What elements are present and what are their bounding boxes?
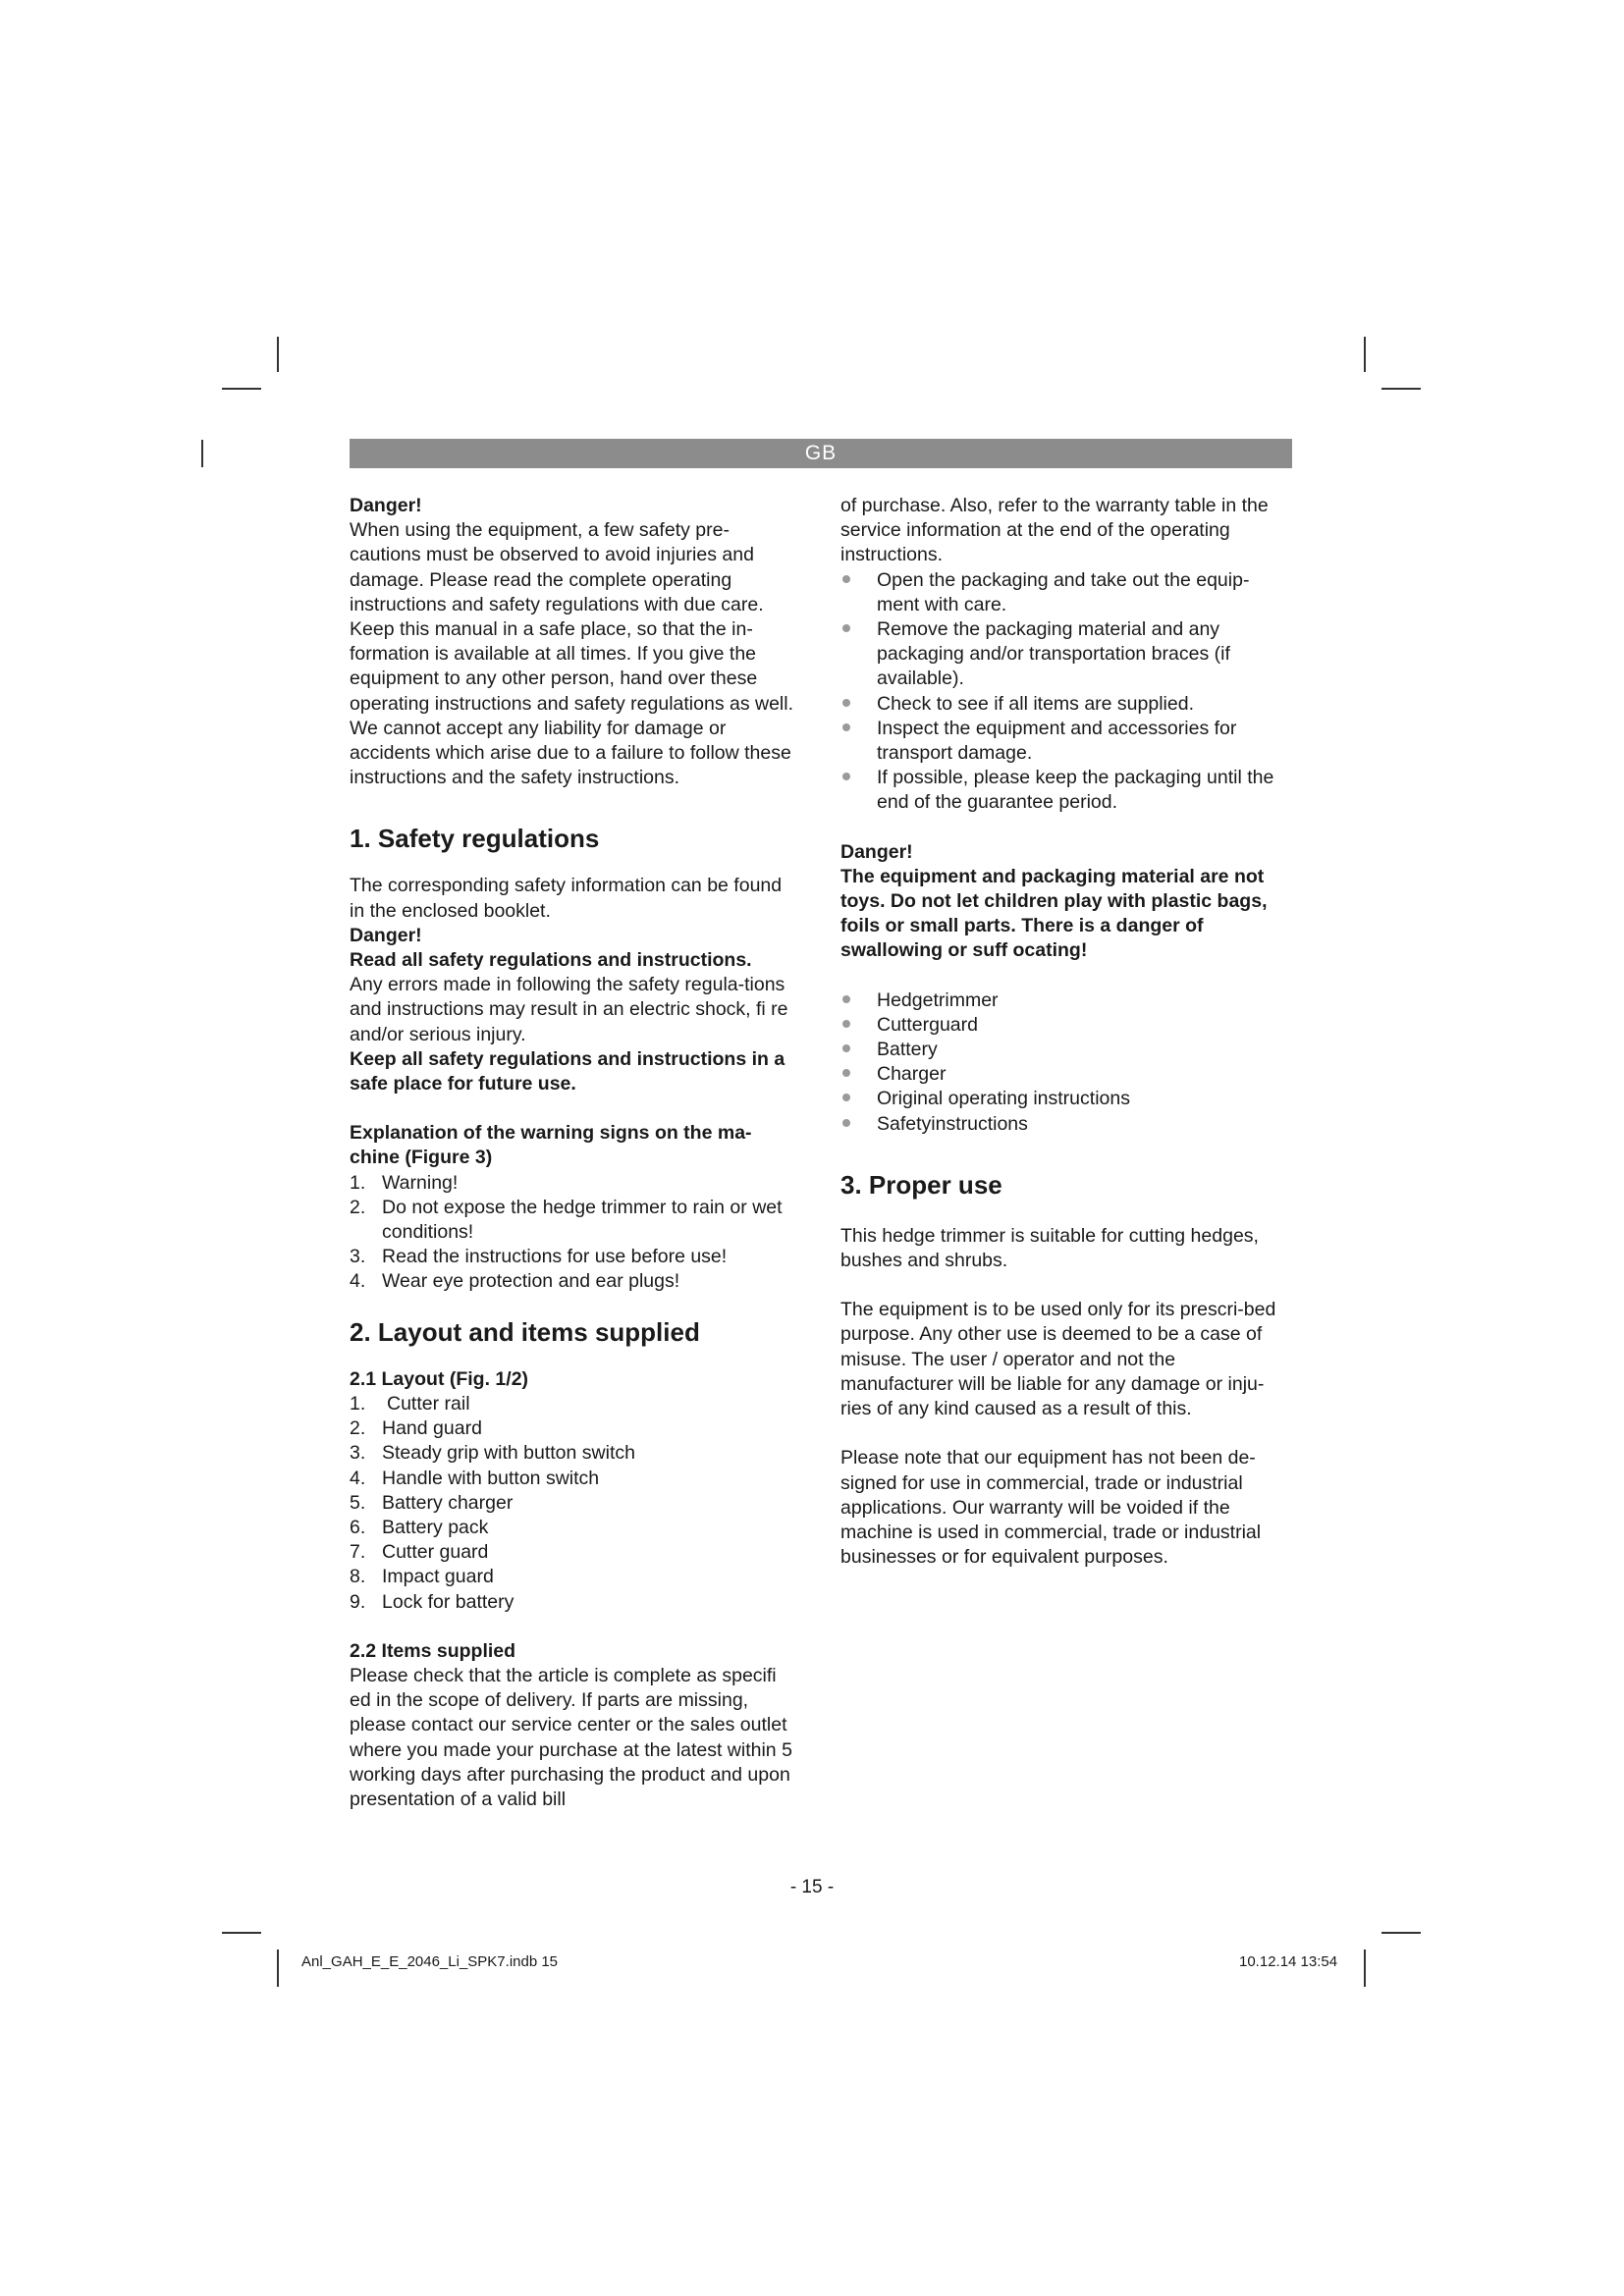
list-item: Cutterguard	[840, 1013, 1287, 1038]
list-item: 4. Handle with button switch	[350, 1467, 600, 1489]
left-column	[350, 494, 796, 1812]
section-2-2-title: 2.2 Items supplied	[350, 1639, 516, 1662]
list-item: Hedgetrimmer	[840, 988, 1287, 1013]
list-item: Original operating instructions	[840, 1087, 1287, 1111]
section-1-text-2: Any errors made in following the safety regula-tions and instructions may result in an electric shock, fi re and/or serious injury.	[350, 974, 788, 1045]
footer-file-name: Anl_GAH_E_E_2046_Li_SPK7.indb 15	[301, 1953, 559, 1970]
section-1-danger: Danger!	[350, 924, 422, 946]
section-1-bold-1: Read all safety regulations and instructions.	[350, 949, 752, 972]
list-item: Check to see if all items are supplied.	[840, 692, 1287, 717]
crop-mark	[201, 440, 203, 467]
list-item: 1. Warning!	[350, 1171, 459, 1194]
section-3-paragraph-3: Please note that our equipment has not been de-signed for use in commercial, trade or industrial applications. Our warranty will be voided if the machine is used in commercial, trade or industrial businesses or for equivalent purposes.	[840, 1447, 1262, 1569]
section-3-title: 3. Proper use	[840, 1169, 1002, 1200]
crop-mark	[1364, 337, 1366, 372]
list-item: Charger	[840, 1062, 1287, 1087]
crop-mark	[1381, 388, 1421, 390]
section-3-paragraph-2: The equipment is to be used only for its prescri-bed purpose. Any other use is deemed to be a case of misuse. The user / operator and not the manufacturer will be liable for any damage or inju-ries of any kind caused as a result of this.	[840, 1299, 1276, 1420]
list-item: If possible, please keep the packaging until the end of the guarantee period.	[840, 766, 1287, 815]
section-2-2-text: Please check that the article is complete as specifi ed in the scope of delivery. If parts are missing, please contact our service center or the sales outlet where you made your purchase at the latest within 5 working days after purchasing the product and upon presentation of a valid bill	[350, 1664, 792, 1810]
warning-signs-heading: Explanation of the warning signs on the ma-chine (Figure 3)	[350, 1122, 752, 1169]
packaging-danger-heading: Danger!	[840, 840, 913, 863]
crop-mark	[222, 388, 261, 390]
list-item: 1. Cutter rail	[350, 1392, 470, 1415]
list-item: 2. Hand guard	[350, 1417, 482, 1440]
list-item: 2. Do not expose the hedge trimmer to rain or wet conditions!	[350, 1196, 783, 1244]
list-item: 6. Battery pack	[350, 1516, 489, 1538]
intro-danger-heading: Danger!	[350, 495, 422, 516]
section-2-1-title: 2.1 Layout (Fig. 1/2)	[350, 1367, 529, 1390]
right-column	[840, 494, 1287, 1570]
list-item: Inspect the equipment and accessories for transport damage.	[840, 717, 1287, 766]
crop-mark	[222, 1932, 261, 1934]
list-item: Battery	[840, 1038, 1287, 1062]
crop-mark	[277, 337, 279, 372]
intro-paragraph: When using the equipment, a few safety pre-cautions must be observed to avoid injuries and damage. Please read the complete operating instructions and safety regulations with due care. Keep this manual in a safe place, so that the in-formation is available at all times. If you give the equipment to any other person, hand over these operating instructions and safety regulations as well. We cannot accept any liability for damage or accidents which arise due to a failure to follow these instructions and the safety instructions.	[350, 519, 794, 789]
unpacking-steps-list	[840, 568, 1287, 816]
list-item: 3. Read the instructions for use before use!	[350, 1246, 728, 1268]
list-item: 5. Battery charger	[350, 1491, 514, 1514]
crop-mark	[1364, 1949, 1366, 1987]
crop-mark	[277, 1949, 279, 1987]
list-item: 9. Lock for battery	[350, 1590, 514, 1613]
section-3-paragraph-1: This hedge trimmer is suitable for cutting hedges, bushes and shrubs.	[840, 1224, 1259, 1272]
list-item: 8. Impact guard	[350, 1566, 494, 1588]
list-item: Open the packaging and take out the equip-ment with care.	[840, 568, 1287, 617]
list-item: Safetyinstructions	[840, 1112, 1287, 1137]
list-item: Remove the packaging material and any packaging and/or transportation braces (if available).	[840, 617, 1287, 692]
layout-list	[350, 1392, 796, 1615]
section-1-bold-2: Keep all safety regulations and instructions in a safe place for future use.	[350, 1047, 785, 1095]
section-1-text: The corresponding safety information can be found in the enclosed booklet.	[350, 875, 783, 922]
crop-mark	[1381, 1932, 1421, 1934]
section-1-title: 1. Safety regulations	[350, 824, 600, 854]
list-item: 7. Cutter guard	[350, 1541, 489, 1564]
packaging-danger-text: The equipment and packaging material are not toys. Do not let children play with plastic bags, foils or small parts. There is a danger of swallowing or suff ocating!	[840, 865, 1268, 962]
language-header-bar: GB	[350, 439, 1292, 468]
section-2-title: 2. Layout and items supplied	[350, 1316, 700, 1347]
items-supplied-list	[840, 988, 1287, 1137]
list-item: 3. Steady grip with button switch	[350, 1442, 635, 1465]
footer-timestamp: 10.12.14 13:54	[1239, 1953, 1338, 1970]
page-number: - 15 -	[789, 1877, 835, 1897]
continued-paragraph: of purchase. Also, refer to the warranty table in the service information at the end of the operating instructions.	[840, 495, 1269, 566]
list-item: 4. Wear eye protection and ear plugs!	[350, 1270, 680, 1293]
warning-signs-list	[350, 1171, 796, 1295]
